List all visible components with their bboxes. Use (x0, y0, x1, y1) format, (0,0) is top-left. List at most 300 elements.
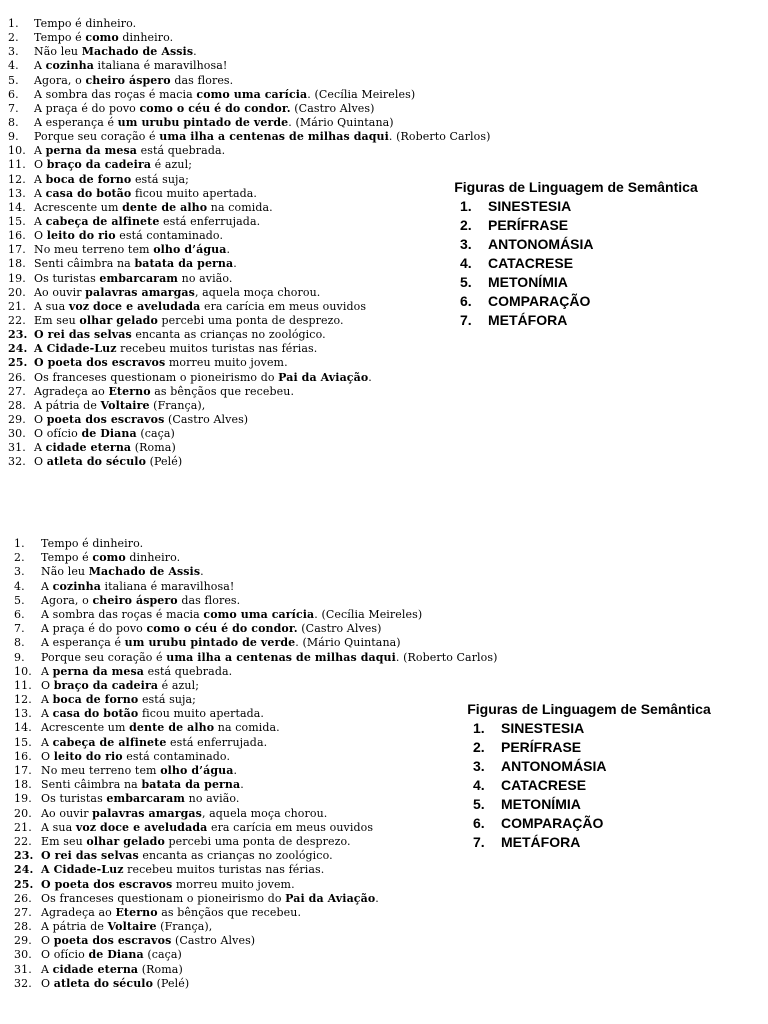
sentence-text: O (41, 976, 54, 990)
sentence-number: 20. (8, 285, 26, 299)
sentence-highlight: como (92, 551, 126, 565)
sentence-number: 1. (8, 17, 19, 30)
sentence-text: Em seu (34, 313, 80, 327)
sentence-item (0, 356, 560, 370)
sentence-highlight: uma ilha a centenas de milhas daqui (159, 130, 389, 144)
sentence-highlight: O rei das selvas (34, 328, 132, 342)
sentence-text: dinheiro. (125, 551, 181, 565)
sentence-item (0, 594, 560, 608)
sentence-text: era carícia em meus ouvidos (207, 820, 374, 834)
sentence-text: A (34, 144, 46, 158)
sentence-text: as bênçãos que recebeu. (150, 384, 295, 398)
sentence-item (0, 551, 560, 565)
sentence-text: Senti câimbra na (41, 778, 142, 792)
figure-number: 5. (473, 796, 485, 812)
sentence-text: italiana é maravilhosa! (93, 59, 228, 73)
figures-panel (467, 700, 721, 852)
figure-number: 3. (473, 758, 485, 774)
sentence-number: 29. (14, 934, 32, 948)
sentence-text: A (41, 579, 53, 593)
sentence-highlight: boca de forno (45, 172, 132, 186)
sentence-number: 4. (8, 59, 19, 73)
sentence-text: recebeu muitos turistas nas férias. (116, 342, 318, 356)
sentence-highlight: Voltaire (100, 398, 150, 412)
sentence-number: 32. (14, 976, 32, 990)
sentence-text: A pátria de (34, 398, 101, 412)
sentence-highlight: Eterno (115, 905, 158, 919)
sentence-number: 16. (14, 749, 32, 763)
sentence-number: 2. (8, 31, 19, 45)
sentence-highlight: olho d’água (153, 243, 227, 257)
sentence-text: Tempo é dinheiro. (41, 537, 144, 550)
sentence-text: (Pelé) (146, 455, 183, 469)
sentence-text: está enferrujada. (166, 735, 268, 749)
figure-item (458, 311, 708, 330)
sentence-highlight: embarcaram (106, 792, 186, 806)
sentence-text: A (34, 59, 46, 73)
sentence-number: 13. (14, 707, 32, 721)
sentence-item (0, 892, 560, 906)
figures-panel-title: Figuras de Linguagem de Semântica (467, 701, 711, 717)
sentence-highlight: atleta do século (46, 455, 147, 469)
sentence-number: 21. (14, 820, 32, 834)
sentence-item (0, 963, 560, 977)
sentence-number: 15. (8, 214, 26, 228)
sentence-item (0, 565, 560, 579)
figures-panel-title: Figuras de Linguagem de Semântica (454, 179, 698, 195)
sentence-text: . (240, 778, 244, 792)
sentence-text: O (41, 934, 54, 948)
sentence-highlight: como uma carícia (196, 87, 308, 101)
figure-item (458, 292, 708, 311)
sentence-text: Os franceses questionam o pioneirismo do (34, 370, 279, 384)
sentence-highlight: poeta dos escravos (46, 412, 165, 426)
sentence-number: 6. (8, 87, 19, 101)
sentence-text: A (41, 962, 53, 976)
sentence-text: No meu terreno tem (41, 764, 161, 777)
sentence-item (0, 144, 560, 158)
sentence-item (0, 665, 560, 679)
sentence-highlight: um urubu pintado de verde (124, 636, 296, 650)
figure-number: 6. (473, 815, 485, 831)
sentence-item (0, 537, 560, 551)
sentence-text: A sombra das roças é macia (34, 87, 197, 101)
sentence-number: 9. (8, 130, 19, 144)
sentence-number: 1. (14, 537, 25, 550)
sentence-text: Tempo é dinheiro. (34, 17, 137, 30)
sentence-text: . (368, 370, 372, 384)
sentence-highlight: como (85, 31, 119, 45)
figure-number: 2. (473, 739, 485, 755)
figure-item (458, 235, 708, 254)
sentence-item (0, 74, 560, 88)
sentence-text: está suja; (138, 693, 196, 707)
sentence-highlight: como o céu é do condor. (146, 622, 298, 636)
sentence-number: 13. (8, 186, 26, 200)
sentence-highlight: cabeça de alfinete (45, 214, 160, 228)
sentence-text: Agora, o (34, 73, 86, 87)
sentence-text: está quebrada. (137, 144, 226, 158)
sentence-text: . (Roberto Carlos) (395, 650, 498, 664)
sentence-number: 27. (14, 905, 32, 919)
figure-item (471, 814, 721, 833)
figure-item (458, 197, 708, 216)
figure-label: ANTONOMÁSIA (501, 758, 607, 774)
sentence-text: A (34, 214, 46, 228)
sentence-item (0, 328, 560, 342)
sentence-highlight: palavras amargas (85, 285, 195, 299)
sentence-text: A (34, 186, 46, 200)
sentence-text: na comida. (214, 721, 280, 735)
sentence-number: 5. (8, 73, 19, 87)
figure-item (458, 216, 708, 235)
sentence-number: 7. (14, 622, 25, 636)
sentence-highlight: cheiro áspero (85, 73, 171, 87)
figure-number: 1. (460, 198, 472, 214)
figures-panel (454, 178, 708, 330)
sentence-text: A sua (34, 299, 69, 313)
sentence-number: 30. (8, 427, 26, 441)
figure-label: SINESTESIA (501, 720, 585, 736)
sentence-item (0, 906, 560, 920)
sentence-number: 5. (14, 593, 25, 607)
sentence-text: . (375, 891, 379, 905)
sentence-text: (caça) (136, 427, 175, 441)
sentence-highlight: Voltaire (107, 920, 157, 934)
sentence-highlight: olhar gelado (86, 834, 165, 848)
sentence-number: 23. (14, 849, 34, 863)
sentence-text: . (Cecília Meireles) (307, 87, 416, 101)
sentence-number: 21. (8, 299, 26, 313)
sentence-number: 17. (14, 764, 32, 777)
sentence-highlight: leito do rio (46, 229, 116, 243)
sentence-text: italiana é maravilhosa! (100, 579, 235, 593)
sentence-text: O (34, 229, 47, 243)
sentence-text: morreu muito jovem. (172, 877, 295, 891)
sentence-text: O (34, 158, 47, 172)
figure-item (471, 757, 721, 776)
sentence-highlight: A Cidade-Luz (41, 863, 124, 877)
sentence-number: 24. (14, 863, 34, 877)
sentence-highlight: cozinha (45, 59, 94, 73)
sentence-number: 4. (14, 579, 25, 593)
sentence-text: Tempo é (34, 31, 86, 45)
sentence-text: encanta as crianças no zoológico. (131, 328, 326, 342)
figure-item (458, 273, 708, 292)
figure-label: METONÍMIA (501, 796, 581, 812)
sentence-text: (Roma) (131, 441, 176, 455)
sentence-number: 22. (8, 313, 26, 327)
sentence-number: 14. (14, 721, 32, 735)
sentence-text: . (233, 257, 237, 271)
sentence-item (0, 934, 560, 948)
sentence-highlight: braço da cadeira (53, 678, 159, 692)
sentence-text: no avião. (178, 271, 233, 285)
sentence-number: 31. (14, 962, 32, 976)
sentence-highlight: leito do rio (53, 749, 123, 763)
figure-number: 7. (460, 312, 472, 328)
sentence-number: 17. (8, 243, 26, 257)
sentence-item (0, 413, 560, 427)
sentence-text: (caça) (143, 948, 182, 962)
sentence-number: 10. (8, 144, 26, 158)
sentence-highlight: voz doce e aveludada (68, 299, 201, 313)
sentence-text: percebi uma ponta de desprezo. (157, 313, 344, 327)
sentence-item (0, 88, 560, 102)
figure-item (458, 254, 708, 273)
sentence-text: , aquela moça chorou. (201, 806, 328, 820)
sentence-highlight: cozinha (52, 579, 101, 593)
sentence-item (0, 371, 560, 385)
sentence-number: 29. (8, 412, 26, 426)
sentence-text: A (34, 172, 46, 186)
figures-list (471, 719, 721, 852)
sentence-number: 19. (14, 792, 32, 806)
sentence-highlight: batata da perna (134, 257, 234, 271)
sentence-number: 14. (8, 200, 26, 214)
sentence-text: percebi uma ponta de desprezo. (164, 834, 351, 848)
figure-number: 5. (460, 274, 472, 290)
figure-number: 2. (460, 217, 472, 233)
sentence-text: encanta as crianças no zoológico. (138, 849, 333, 863)
sentence-highlight: casa do botão (45, 186, 132, 200)
sentence-number: 16. (8, 229, 26, 243)
sentence-number: 25. (14, 877, 34, 891)
figure-label: CATACRESE (488, 255, 574, 271)
sentence-text: Não leu (41, 565, 89, 579)
sentence-text: Os turistas (41, 792, 107, 806)
sentence-number: 10. (14, 664, 32, 678)
sentence-number: 18. (8, 257, 26, 271)
sentence-highlight: um urubu pintado de verde (117, 115, 289, 129)
figure-label: METONÍMIA (488, 274, 568, 290)
sentence-item (0, 342, 560, 356)
sentence-text: dinheiro. (118, 31, 174, 45)
sentence-text: Em seu (41, 834, 87, 848)
sentence-number: 25. (8, 356, 28, 370)
figure-label: METÁFORA (488, 312, 568, 328)
sentence-number: 30. (14, 948, 32, 962)
sentence-text: das flores. (170, 73, 234, 87)
sentence-text: é azul; (158, 678, 200, 692)
sentence-item (0, 31, 560, 45)
sentence-highlight: como uma carícia (203, 607, 315, 621)
sentence-text: Os turistas (34, 271, 100, 285)
sentence-highlight: palavras amargas (92, 806, 202, 820)
sentence-text: morreu muito jovem. (165, 356, 288, 370)
sentence-item (0, 920, 560, 934)
sentence-number: 15. (14, 735, 32, 749)
sentence-text: (Pelé) (153, 976, 190, 990)
sentence-text: A sua (41, 820, 76, 834)
sentence-text: (França), (156, 920, 213, 934)
sentence-highlight: boca de forno (52, 693, 139, 707)
sentence-text: Agradeça ao (41, 905, 116, 919)
sentence-text: é azul; (151, 158, 193, 172)
figure-label: ANTONOMÁSIA (488, 236, 594, 252)
sentence-highlight: poeta dos escravos (53, 934, 172, 948)
sentence-highlight: braço da cadeira (46, 158, 152, 172)
sentence-text: . (226, 243, 231, 257)
sentence-text: Acrescente um (34, 200, 123, 214)
sentence-text: no avião. (185, 792, 240, 806)
sentence-highlight: de Diana (88, 948, 144, 962)
sentence-text: A (41, 693, 53, 707)
sentence-number: 2. (14, 551, 25, 565)
figure-label: PERÍFRASE (488, 217, 569, 233)
sentence-number: 12. (8, 172, 26, 186)
sentence-text: (Castro Alves) (164, 412, 249, 426)
sentence-text: O ofício (41, 948, 89, 962)
figure-label: COMPARAÇÃO (501, 815, 604, 831)
sentence-text: A sombra das roças é macia (41, 607, 204, 621)
sentence-text: está suja; (131, 172, 189, 186)
sentence-number: 26. (14, 891, 32, 905)
sentence-highlight: atleta do século (53, 976, 154, 990)
sentence-text: Ao ouvir (34, 285, 86, 299)
sentence-text: Senti câimbra na (34, 257, 135, 271)
sentence-number: 26. (8, 370, 26, 384)
figure-label: CATACRESE (501, 777, 587, 793)
sentence-text: , aquela moça chorou. (194, 285, 321, 299)
sentence-highlight: O poeta dos escravos (41, 877, 173, 891)
sentence-text: (França), (149, 398, 206, 412)
figure-label: PERÍFRASE (501, 739, 582, 755)
sentence-text: está contaminado. (115, 229, 224, 243)
sentence-number: 22. (14, 834, 32, 848)
sentence-text: está quebrada. (144, 664, 233, 678)
sentence-text: Tempo é (41, 551, 93, 565)
sentence-item (0, 580, 560, 594)
sentence-number: 12. (14, 693, 32, 707)
sentence-text: A (41, 735, 53, 749)
sentence-item (0, 385, 560, 399)
sentence-item (0, 878, 560, 892)
sentence-item (0, 441, 560, 455)
sentence-text: A (34, 441, 46, 455)
sentence-highlight: de Diana (81, 427, 137, 441)
sentence-text: . (Cecília Meireles) (314, 607, 423, 621)
sentence-text: (Castro Alves) (297, 622, 382, 636)
sentence-text: . (233, 764, 238, 777)
sentence-text: as bênçãos que recebeu. (157, 905, 302, 919)
sentence-text: recebeu muitos turistas nas férias. (123, 863, 325, 877)
sentence-highlight: olhar gelado (79, 313, 158, 327)
sentence-text: na comida. (207, 200, 273, 214)
sentence-item (0, 158, 560, 172)
sentence-item (0, 427, 560, 441)
sentence-text: Porque seu coração é (41, 650, 167, 664)
sentence-text: Acrescente um (41, 721, 130, 735)
sentence-highlight: O rei das selvas (41, 849, 139, 863)
figure-label: METÁFORA (501, 834, 581, 850)
sentence-text: A esperança é (34, 115, 118, 129)
sentence-item (0, 948, 560, 962)
sentence-text: No meu terreno tem (34, 243, 154, 257)
sentence-number: 32. (8, 455, 26, 469)
sentence-item (0, 116, 560, 130)
sentence-text: Porque seu coração é (34, 130, 160, 144)
sentence-number: 3. (8, 45, 19, 59)
sentence-text: O (34, 412, 47, 426)
figure-number: 1. (473, 720, 485, 736)
sentence-highlight: Machado de Assis (88, 565, 201, 579)
sentence-item (0, 45, 560, 59)
figure-item (471, 833, 721, 852)
sentence-highlight: perna da mesa (52, 664, 144, 678)
sentence-number: 11. (8, 158, 26, 172)
sentence-item (0, 102, 560, 116)
sentence-text: A (41, 707, 53, 721)
sentence-highlight: como o céu é do condor. (139, 101, 291, 115)
sentence-highlight: Machado de Assis (81, 45, 194, 59)
sentence-number: 19. (8, 271, 26, 285)
sentence-text: . (200, 565, 204, 579)
sentence-number: 7. (8, 101, 19, 115)
sentence-text: Ao ouvir (41, 806, 93, 820)
sentence-text: . (Mário Quintana) (288, 115, 394, 129)
sentence-highlight: Pai da Aviação (278, 370, 369, 384)
sentence-text: O (41, 749, 54, 763)
sentence-number: 28. (14, 920, 32, 934)
sentence-text: Os franceses questionam o pioneirismo do (41, 891, 286, 905)
sentence-highlight: embarcaram (99, 271, 179, 285)
sentence-highlight: Pai da Aviação (285, 891, 376, 905)
sentence-number: 6. (14, 607, 25, 621)
sentence-number: 8. (14, 636, 25, 650)
sentence-text: A praça é do povo (41, 622, 147, 636)
sentence-text: A (41, 664, 53, 678)
figure-number: 4. (473, 777, 485, 793)
figure-label: COMPARAÇÃO (488, 293, 591, 309)
sentence-text: Agora, o (41, 593, 93, 607)
sentence-text: O (41, 678, 54, 692)
sentence-item (0, 679, 560, 693)
sentence-text: A pátria de (41, 920, 108, 934)
figure-number: 3. (460, 236, 472, 252)
figure-number: 6. (460, 293, 472, 309)
figure-item (471, 738, 721, 757)
figure-number: 7. (473, 834, 485, 850)
sentence-text: O (34, 455, 47, 469)
figure-item (471, 776, 721, 795)
figures-list (458, 197, 708, 330)
sentence-highlight: cidade eterna (52, 962, 139, 976)
figure-item (471, 719, 721, 738)
sentence-item (0, 130, 560, 144)
sentence-item (0, 622, 560, 636)
figure-label: SINESTESIA (488, 198, 572, 214)
sentence-text: (Castro Alves) (290, 101, 375, 115)
sentence-text: ficou muito apertada. (138, 707, 265, 721)
sentence-item (0, 17, 560, 31)
sentence-text: . (Mário Quintana) (295, 636, 401, 650)
sentence-text: O ofício (34, 427, 82, 441)
sentence-number: 18. (14, 778, 32, 792)
figure-number: 4. (460, 255, 472, 271)
sentence-item (0, 863, 560, 877)
sentence-highlight: cabeça de alfinete (52, 735, 167, 749)
sentence-number: 3. (14, 565, 25, 579)
sentence-text: era carícia em meus ouvidos (200, 299, 367, 313)
sentence-number: 11. (14, 678, 32, 692)
sentence-text: (Roma) (138, 962, 183, 976)
sentence-number: 31. (8, 441, 26, 455)
sentence-text: (Castro Alves) (171, 934, 256, 948)
sentence-number: 23. (8, 328, 28, 342)
sentence-number: 27. (8, 384, 26, 398)
figure-item (471, 795, 721, 814)
